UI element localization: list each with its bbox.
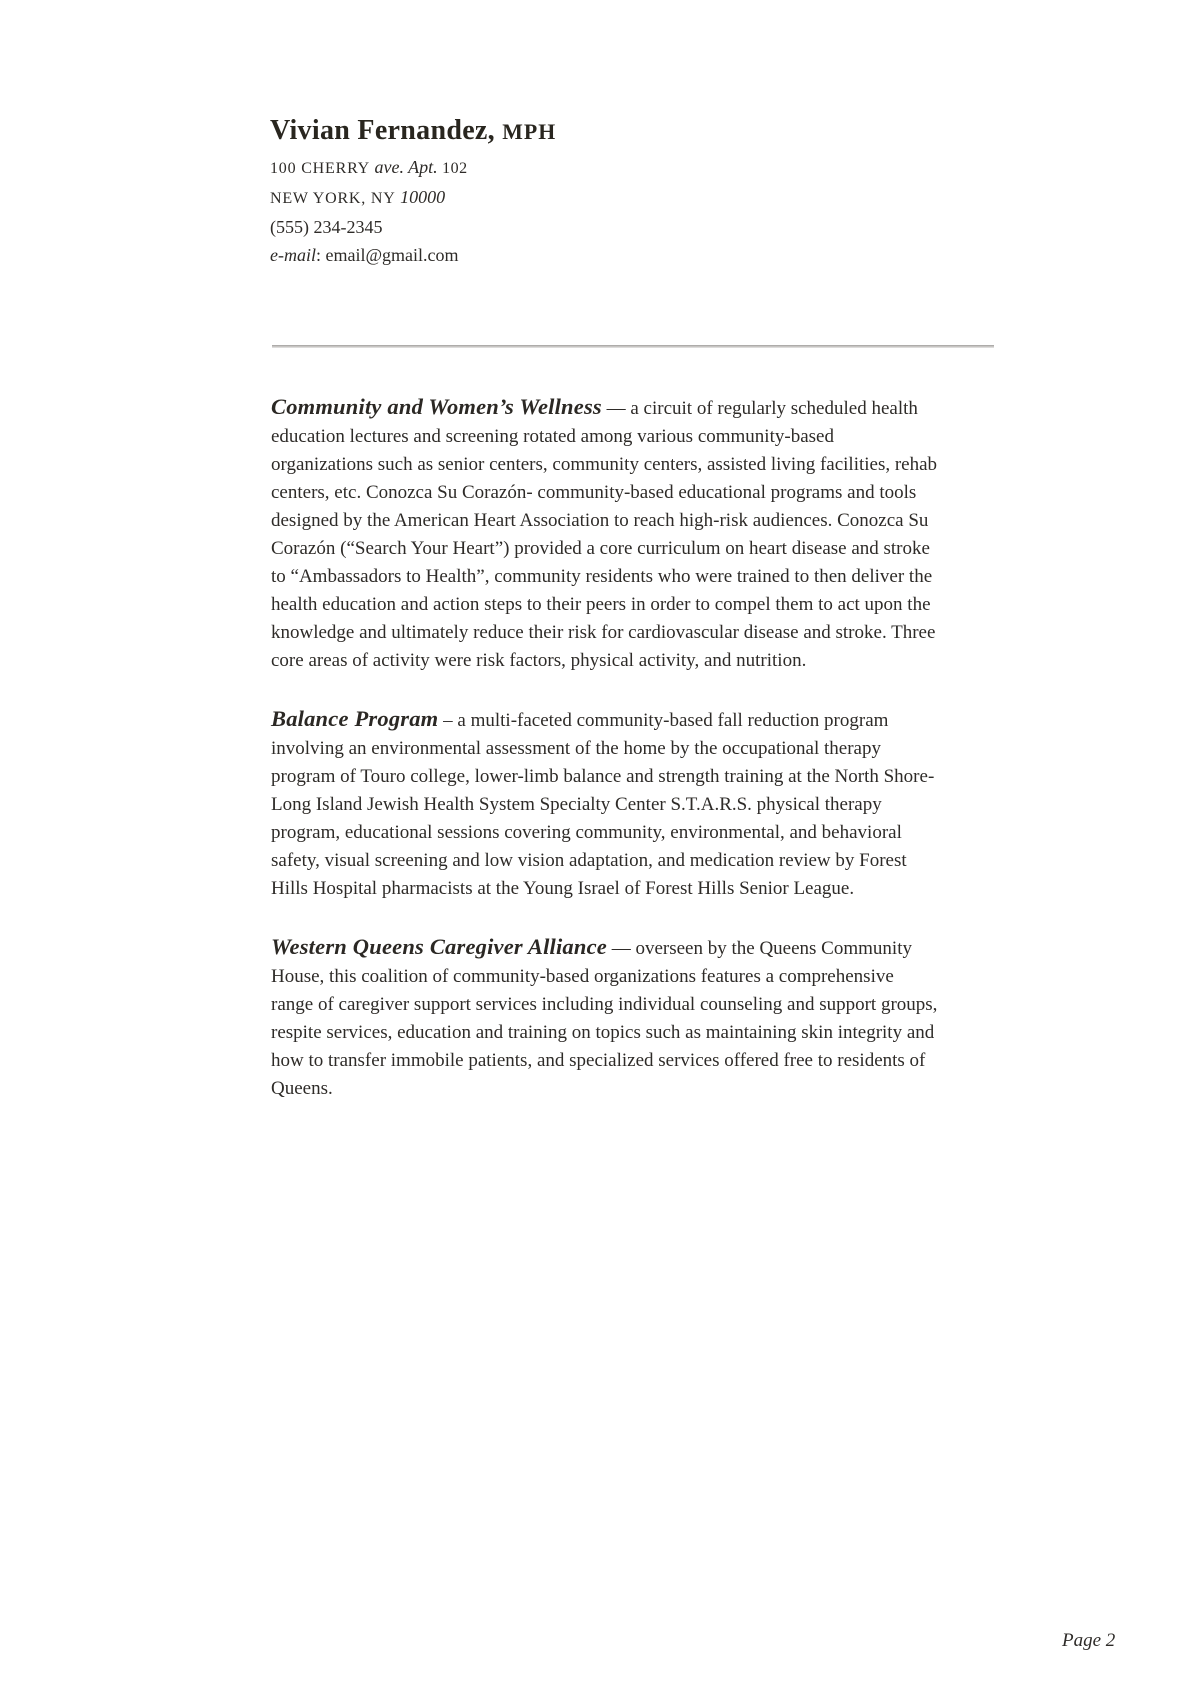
experience-sections [271,393,939,1133]
address-street-italic: ave. Apt. [370,157,443,177]
email-line [270,241,556,269]
name-credentials-separator: , [487,115,503,146]
address-zip-italic: 10000 [395,187,446,207]
address-apt-number: 102 [442,160,468,177]
section-balance-program [271,705,939,903]
phone-number: (555) 234-2345 [270,217,383,237]
section-title: Community and Women’s Wellness [271,394,602,419]
section-dash: — [601,398,631,419]
email-address: : email@gmail.com [315,245,459,265]
section-dash: — [606,938,636,959]
address-line-1 [270,153,556,183]
section-title: Balance Program [271,706,439,731]
person-name-text: Vivian Fernandez [270,115,488,146]
section-western-queens-caregiver-alliance [271,933,939,1103]
section-dash: – [438,710,458,731]
address-line-2 [270,183,556,213]
section-community-womens-wellness [271,393,939,675]
section-body: a multi-faceted community-based fall reduction program involving an environmental assessment of the home by the occupational therapy program of Touro college, lower-limb balance and strength training at the North Shore-Long Island Jewish Health System Specialty Center S.T.A.R.S. physical therapy program, educational sessions covering community, environmental, and behavioral safety, visual screening and low vision adaptation, and medication review by Forest Hills Hospital pharmacists at the Young Israel of Forest Hills Senior League. [271,710,935,899]
contact-header [270,114,556,269]
address-city-state-smallcaps: NEW YORK, NY [270,190,396,207]
section-body: a circuit of regularly scheduled health education lectures and screening rotated among various community-based organizations such as senior centers, community centers, assisted living facilities, rehab centers, etc. Conozca Su Corazón- community-based educational programs and tools designed by the American Heart Association to reach high-risk audiences. Conozca Su Corazón (“Search Your Heart”) provided a core curriculum on heart disease and stroke to “Ambassadors to Health”, community residents who were trained to then deliver the health education and action steps to their peers in order to compel them to act upon the knowledge and ultimately reduce their risk for cardiovascular disease and stroke. Three core areas of activity were risk factors, physical activity, and nutrition. [271,398,938,671]
page-number: Page 2 [1062,1630,1116,1651]
section-title: Western Queens Caregiver Alliance [271,934,607,959]
email-label: e-mail [270,245,316,265]
address-street-smallcaps: 100 CHERRY [270,160,371,177]
person-name [270,114,556,149]
credentials: MPH [502,120,557,144]
section-body: overseen by the Queens Community House, this coalition of community-based organizations features a comprehensive range of caregiver support services including individual counseling and support groups, respite services, education and training on topics such as maintaining skin integrity and how to transfer immobile patients, and specialized services offered free to residents of Queens. [271,938,938,1099]
horizontal-divider [272,345,994,348]
